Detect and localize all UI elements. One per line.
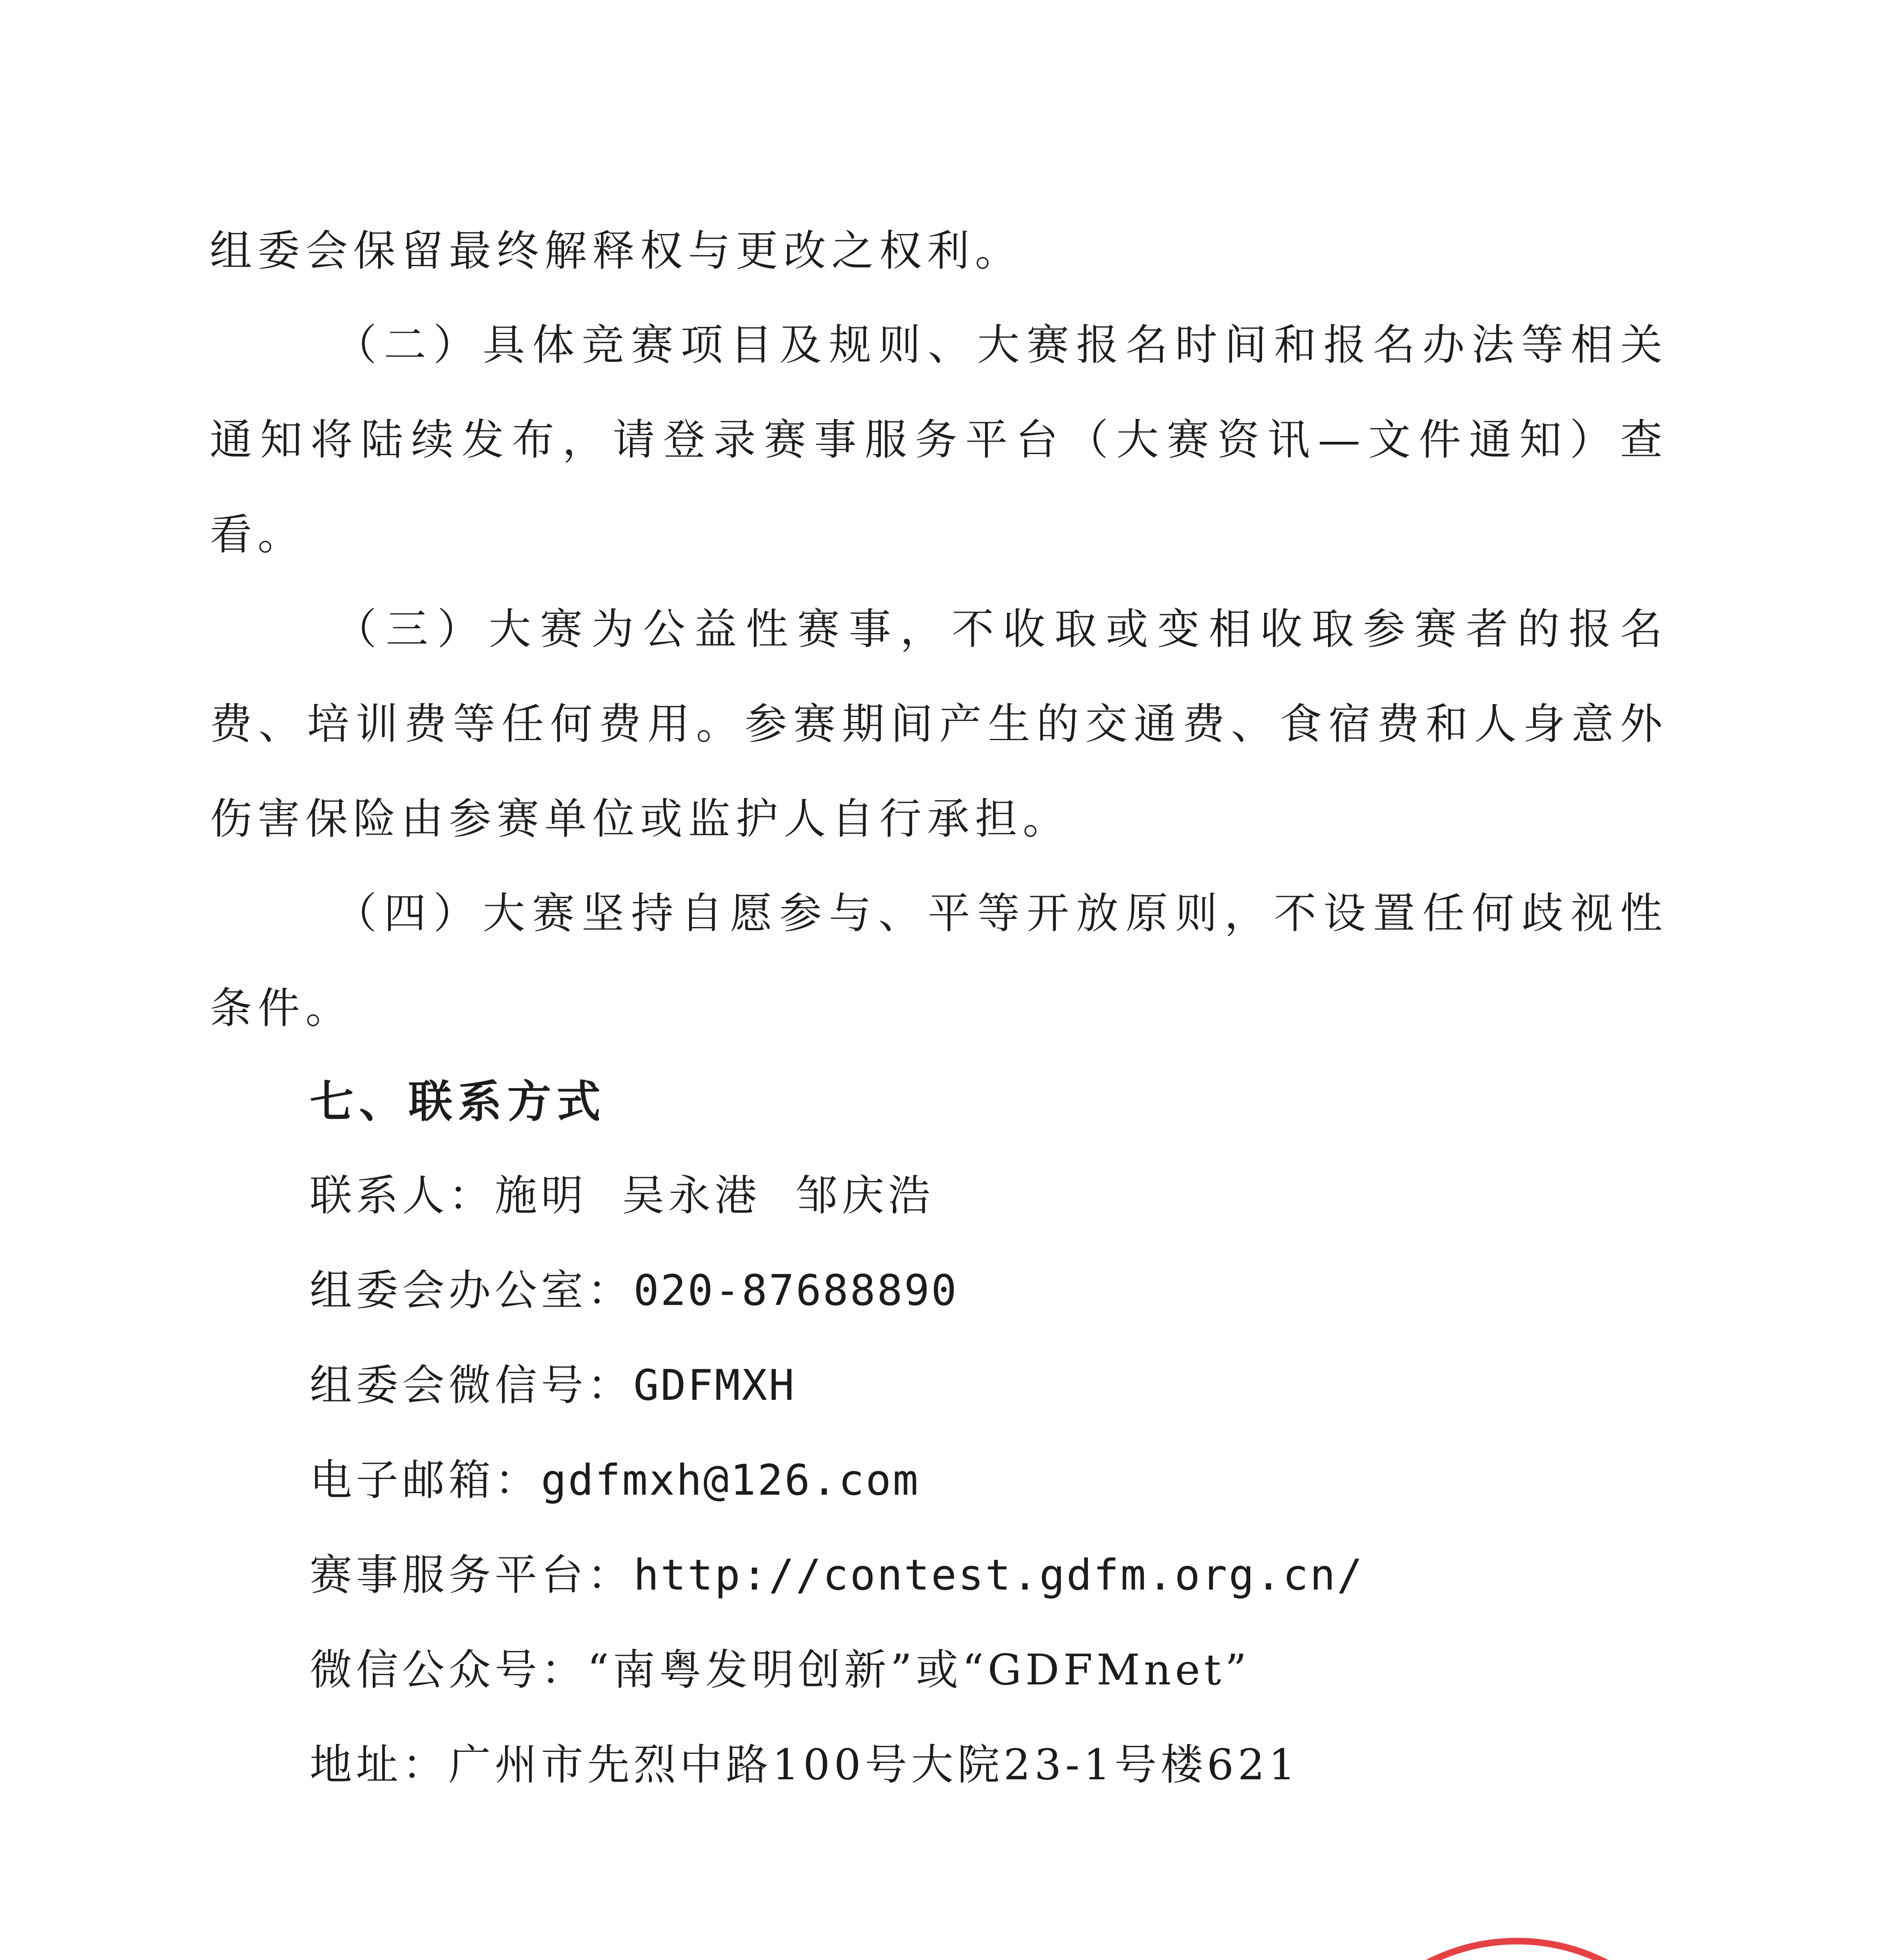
contact-label: 微信公众号： xyxy=(310,1646,588,1695)
contact-row-wechat-account xyxy=(310,1623,1250,1718)
contact-label: 联系人： xyxy=(310,1171,495,1220)
contact-row-platform-url xyxy=(310,1528,1364,1623)
contact-label: 组委会微信号： xyxy=(310,1361,634,1410)
paragraph-item-4: （四）大赛坚持自愿参与、平等开放原则，不设置任何歧视性条件。 xyxy=(210,889,1668,1033)
contact-row-office-phone xyxy=(310,1243,958,1338)
seal-outer-ring xyxy=(1322,1941,1712,1960)
paragraph-item-2: （二）具体竞赛项目及规则、大赛报名时间和报名办法等相关通知将陆续发布，请登录赛事服务平台（大赛资讯—文件通知）查看。 xyxy=(210,321,1668,559)
contact-label: 电子邮箱： xyxy=(310,1456,541,1505)
contact-value: “南粤发明创新”或“GDFMnet” xyxy=(587,1646,1251,1695)
contact-label: 组委会办公室： xyxy=(310,1266,634,1315)
contact-value: 广州市先烈中路100号大院23-1号楼621 xyxy=(448,1740,1299,1789)
contact-value: http://contest.gdfm.org.cn/ xyxy=(633,1551,1364,1600)
contact-value: gdfmxh@126.com xyxy=(541,1456,920,1505)
contact-row-address xyxy=(310,1718,1299,1813)
contact-value: 020-87688890 xyxy=(633,1266,958,1315)
contact-label: 地址： xyxy=(310,1740,449,1789)
contact-row-person xyxy=(310,1149,934,1243)
contact-value: 施明 吴永港 邹庆浩 xyxy=(495,1171,935,1220)
contact-row-wechat-id xyxy=(310,1338,796,1433)
contact-label: 赛事服务平台： xyxy=(310,1551,634,1600)
paragraph-closing-line: 组委会保留最终解释权与更改之权利。 xyxy=(210,227,1023,276)
paragraph-item-3: （三）大赛为公益性赛事，不收取或变相收取参赛者的报名费、培训费等任何费用。参赛期间产生的交通费、食宿费和人身意外伤害保险由参赛单位或监护人自行承担。 xyxy=(210,605,1668,844)
section-heading-contact: 七、联系方式 xyxy=(310,1076,606,1127)
contact-value: GDFMXH xyxy=(633,1361,796,1410)
contact-row-email xyxy=(310,1433,920,1528)
official-seal xyxy=(1309,1929,1725,1960)
